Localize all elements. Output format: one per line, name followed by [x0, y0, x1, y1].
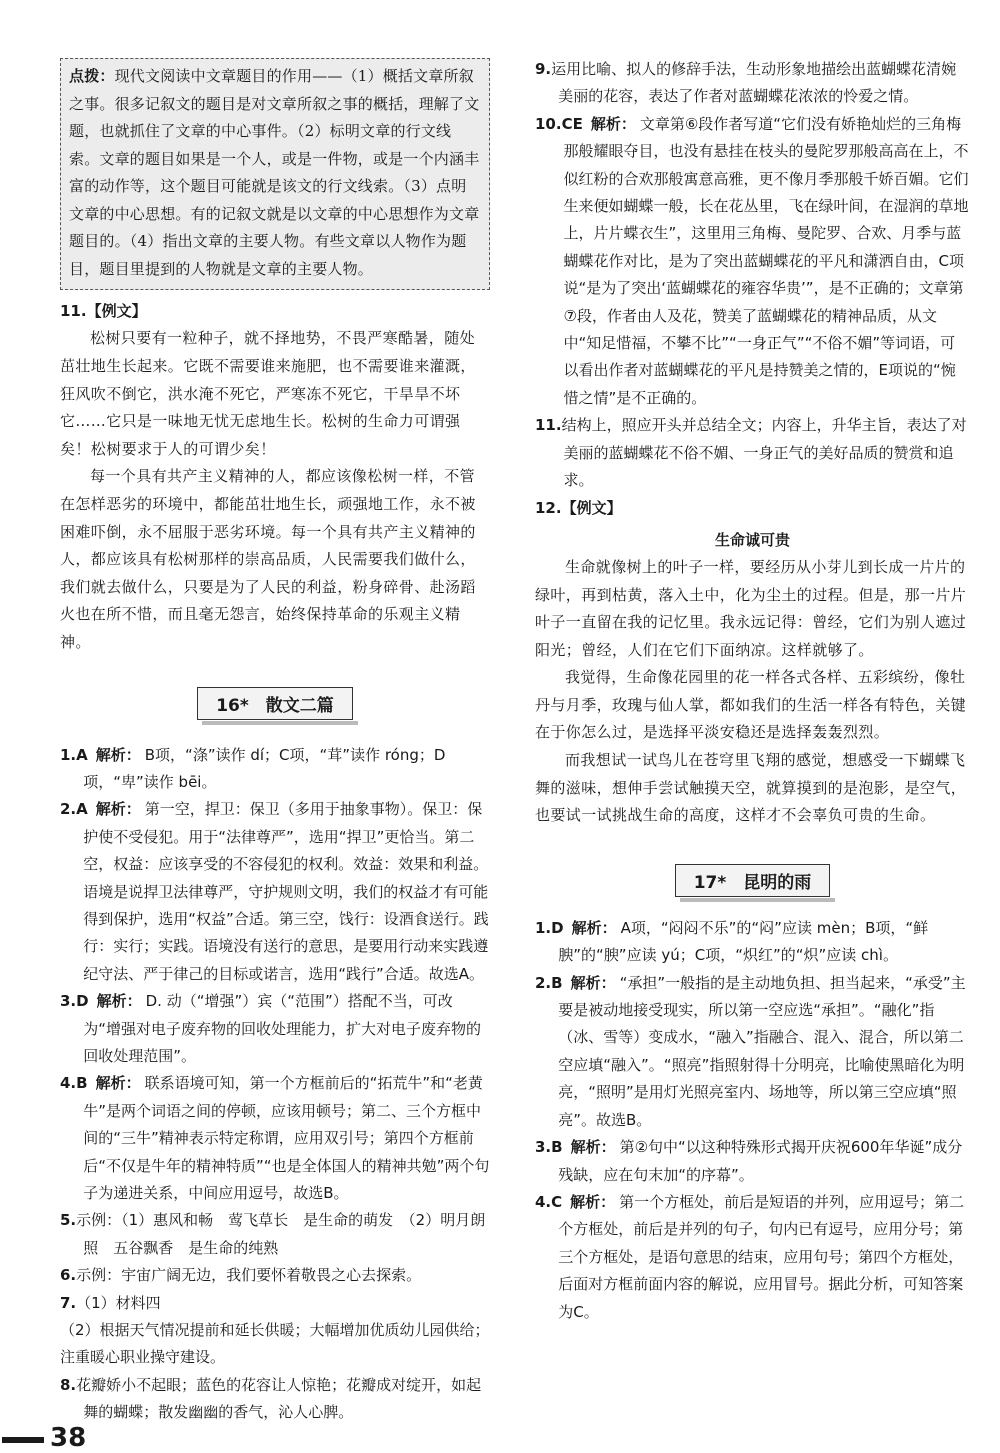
essay-paragraph: 每一个具有共产主义精神的人，都应该像松树一样，不管在怎样恶劣的环境中，都能茁壮地生长，顽强地工作，永不被困难吓倒，永不屈服于恶劣环境。每一个具有共产主义精神的人，都应该具有松树那样的崇高品质，人民需要我们做什么，我们就去做什么，只要是为了人民的利益，粉身碎骨、赴汤蹈火也在所不惜，而且毫无怨言，始终保持革命的乐观主义精神。 — [60, 467, 476, 651]
question-11 — [60, 298, 490, 657]
question-number: 12. — [535, 498, 562, 517]
answer-item: 2.B 解析： “承担”一般指的是主动地负担、担当起来，“承受”主要是被动地接受现实，所以第一空应选“承担”。“融化”指（冰、雪等）变成水，“融入”指融合、混入、混合，所以第二空应填“融入”。“照亮”指照射得十分明亮，比喻使黑暗化为明亮，“照明”是用灯光照亮室内、场地等，所以第三空应填“照亮”。故选B。 — [535, 973, 966, 1129]
tip-box — [60, 58, 490, 290]
answer-item: （2）根据天气情况提前和延长供暖；大幅增加优质幼儿园供给；注重暖心职业操守建设。 — [60, 1321, 490, 1367]
example-label: 【例文】 — [86, 302, 147, 320]
answer-item: 2.A 解析： 第一空，捍卫：保卫（多用于抽象事物）。保卫：保护使不受侵犯。用于“法律尊严”，选用“捍卫”更恰当。第二空，权益：应该享受的不容侵犯的权利。效益：效果和利益。语境是说捍卫法律尊严，守护规则文明，我们的权益才有可能得到保护，选用“权益”合适。第三空，饯行：设酒食送行。践行：实行；实践。语境没有送行的意思，是要用行动来实践遵纪守法、严于律己的目标或诺言，选用“践行”合适。故选A。 — [60, 800, 489, 983]
answer-list — [535, 56, 970, 495]
example-label: 【例文】 — [561, 498, 622, 517]
answer-item: 8.花瓣娇小不起眼；蓝色的花容让人惊艳；花瓣成对绽开，如起舞的蝴蝶；散发幽幽的香气，沁人心脾。 — [60, 1375, 482, 1422]
page-number: 38 — [0, 1425, 92, 1451]
answer-item: 10.CE 解析： 文章第⑥段作者写道“它们没有娇艳灿烂的三角梅那般耀眼夺目，也没有悬挂在枝头的曼陀罗那般高高在上，不似红粉的合欢那般寓意高雅，更不像月季那般千娇百媚。它们生来便如蝴蝶一般，长在花丛里，飞在绿叶间，在湿润的草地上，片片蝶衣生”，这里用三角梅、曼陀罗、合欢、月季与蓝蝴蝶花作对比，是为了突出蓝蝴蝶花的平凡和潇洒自由，C项说“是为了突出‘蓝蝴蝶花的雍容华贵’”，是不正确的；文章第⑦段，作者由人及花，赞美了蓝蝴蝶花的精神品质，从文中“知足惜福，不攀不比”“一身正气”“不俗不媚”等词语，可以看出作者对蓝蝴蝶花的平凡是持赞美之情的，E项说的“惋惜之情”是不正确的。 — [535, 114, 969, 407]
right-column — [535, 56, 970, 1326]
answer-item: 6.示例：宇宙广阔无边，我们要怀着敬畏之心去探索。 — [60, 1266, 422, 1285]
essay-paragraph: 我觉得，生命像花园里的花一样各式各样、五彩缤纷，像牡丹与月季，玫瑰与仙人掌，都如我们的生活一样各有特色，关键在于你怎么过，是选择平淡安稳还是选择轰轰烈烈。 — [535, 668, 967, 742]
answer-list — [535, 915, 970, 1326]
section-title: 17* 昆明的雨 — [675, 864, 831, 897]
essay-paragraph: 而我想试一试鸟儿在苍穹里飞翔的感觉，想感受一下蝴蝶飞舞的滋味，想伸手尝试触摸天空，就算摸到的是泡影，是空气，也要试一试挑战生命的高度，这样才不会辜负可贵的生命。 — [535, 751, 967, 825]
answer-item: 7.（1）材料四 — [60, 1293, 161, 1312]
section-title: 16* 散文二篇 — [197, 687, 353, 720]
essay-title: 生命诚可贵 — [714, 530, 790, 549]
answer-item: 3.B 解析： 第②句中“以这种特殊形式揭开庆祝600年华诞”成分残缺，应在句末加“的序幕”。 — [535, 1138, 963, 1184]
answer-item: 4.C 解析： 第一个方框处，前后是短语的并列，应用逗号；第二个方框处，前后是并列的句子，句内已有逗号，应用分号；第三个方框处，是语句意思的结束，应用句号；第四个方框处，后面对方框前面内容的解说，应用冒号。据此分析，可知答案为C。 — [535, 1192, 965, 1321]
answer-item: 11.结构上，照应开头并总结全文；内容上，升华主旨，表达了对美丽的蓝蝴蝶花不俗不媚、一身正气的美好品质的赞赏和追求。 — [535, 416, 967, 490]
essay-paragraph: 松树只要有一粒种子，就不择地势，不畏严寒酷暑，随处茁壮地生长起来。它既不需要谁来施肥，也不需要谁来灌溉，狂风吹不倒它，洪水淹不死它，严寒冻不死它，干旱旱不坏它……它只是一味地无忧无虑地生长。松树的生命力可谓强矣！松树要求于人的可谓少矣！ — [60, 329, 476, 458]
answer-item: 9.运用比喻、拟人的修辞手法，生动形象地描绘出蓝蝴蝶花清婉美丽的花容，表达了作者对蓝蝴蝶花浓浓的怜爱之情。 — [535, 60, 957, 106]
answer-item: 4.B 解析： 联系语境可知，第一个方框前后的“拓荒牛”和“老黄牛”是两个词语之间的停顿，应该用顿号；第二、三个方框中间的“三牛”精神表示特定称谓，应用双引号；第四个方框前后“不仅是牛年的精神特质”“也是全体国人的精神共勉”两个句子为递进关系，中间应用逗号，故选B。 — [60, 1074, 490, 1203]
question-12 — [535, 495, 970, 830]
essay-paragraph: 生命就像树上的叶子一样，要经历从小芽儿到长成一片片的绿叶，再到枯黄，落入土中，化为尘土的过程。但是，那一片片叶子一直留在我的记忆里。我永远记得：曾经，它们为别人遮过阳光；曾经，人们在它们下面纳凉。这样就够了。 — [535, 557, 967, 659]
answer-list — [60, 742, 490, 1427]
answer-item: 5.示例：（1）惠风和畅 莺飞草长 是生命的萌发 （2）明月朗照 五谷飘香 是生命的纯熟 — [60, 1211, 486, 1257]
tip-label: 点拨： — [69, 67, 115, 85]
section-heading-16 — [60, 687, 490, 720]
answer-item: 1.A 解析： B项，“涤”读作 dí；C项，“茸”读作 róng；D项，“卑”读作 bēi。 — [60, 745, 446, 791]
tip-text: 现代文阅读中文章题目的作用——（1）概括文章所叙之事。很多记叙文的题目是对文章所叙之事的概括，理解了文题，也就抓住了文章的中心事件。（2）标明文章的行文线索。文章的题目如果是一个人，或是一件物，或是一个内涵丰富的动作等，这个题目可能就是该文的行文线索。（3）点明文章的中心思想。有的记叙文就是以文章的中心思想作为文章题目的。（4）指出文章的主要人物。有些文章以人物作为题目，题目里提到的人物就是文章的主要人物。 — [69, 67, 480, 278]
section-heading-17 — [535, 864, 970, 897]
question-number: 11. — [60, 302, 87, 320]
left-column — [60, 58, 490, 1427]
answer-item: 1.D 解析： A项，“闷闷不乐”的“闷”应读 mèn；B项，“鲜腴”的“腴”应读 yú；C项，“炽红”的“炽”应读 chì。 — [535, 918, 929, 965]
answer-item: 3.D 解析： D. 动（“增强”）宾（“范围”）搭配不当，可改为“增强对电子废弃物的回收处理能力，扩大对电子废弃物的回收处理范围”。 — [60, 992, 482, 1065]
